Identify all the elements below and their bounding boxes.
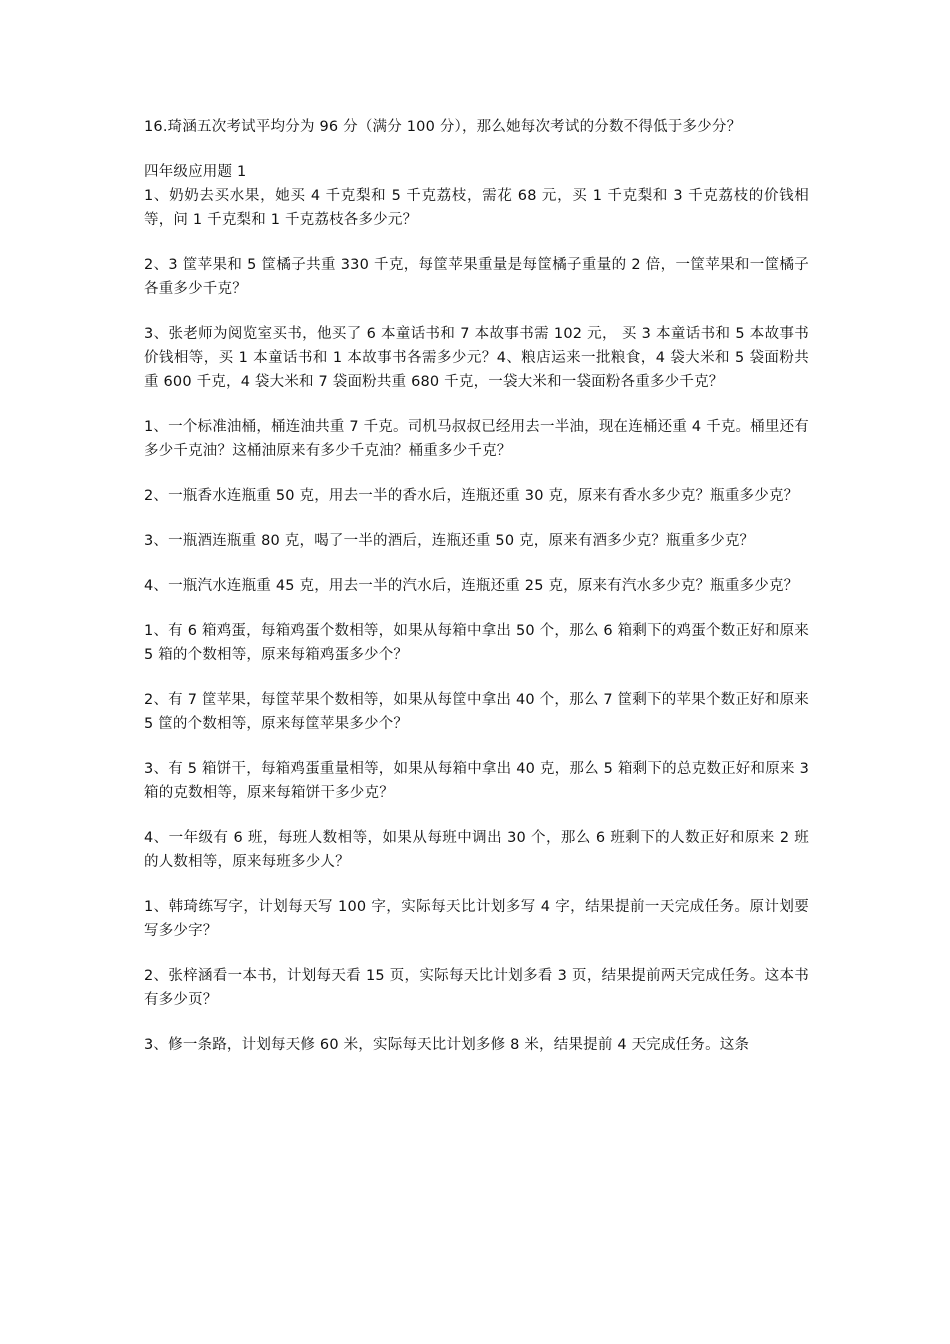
problem-paragraph: 1、奶奶去买水果，她买 4 千克梨和 5 千克荔枝，需花 68 元，买 1 千克梨和 3 千克荔枝的价钱相等，问 1 千克梨和 1 千克荔枝各多少元？ xyxy=(144,188,809,228)
problem-paragraph: 2、一瓶香水连瓶重 50 克，用去一半的香水后，连瓶还重 30 克，原来有香水多少克？瓶重多少克？ xyxy=(144,488,799,504)
problem-paragraph: 1、韩琦练写字，计划每天写 100 字，实际每天比计划多写 4 字，结果提前一天完成任务。原计划要写多少字？ xyxy=(144,899,809,939)
problem-paragraph: 3、一瓶酒连瓶重 80 克，喝了一半的酒后，连瓶还重 50 克，原来有酒多少克？瓶重多少克？ xyxy=(144,533,755,549)
problem-paragraph: 1、一个标准油桶，桶连油共重 7 千克。司机马叔叔已经用去一半油，现在连桶还重 4 千克。桶里还有多少千克油？这桶油原来有多少千克油？桶重多少千克？ xyxy=(144,419,809,459)
problem-paragraph: 4、一年级有 6 班，每班人数相等，如果从每班中调出 30 个，那么 6 班剩下的人数正好和原来 2 班的人数相等，原来每班多少人？ xyxy=(144,830,809,870)
problem-paragraph: 2、有 7 筐苹果，每筐苹果个数相等，如果从每筐中拿出 40 个，那么 7 筐剩下的苹果个数正好和原来 5 筐的个数相等，原来每筐苹果多少个？ xyxy=(144,692,809,732)
intro-problem: 16.琦涵五次考试平均分为 96 分（满分 100 分），那么她每次考试的分数不得低于多少分？ xyxy=(144,119,742,135)
problem-paragraph: 3、张老师为阅览室买书，他买了 6 本童话书和 7 本故事书需 102 元， 买 3 本童话书和 5 本故事书价钱相等，买 1 本童话书和 1 本故事书各需多少元？4、粮店运来一批粮食，4 袋大米和 5 袋面粉共重 600 千克，4 袋大米和 7 袋面粉共重 680 千克，一袋大米和一袋面粉各重多少千克？ xyxy=(144,326,809,390)
document-body xyxy=(144,115,809,1057)
problem-paragraph: 2、张梓涵看一本书，计划每天看 15 页，实际每天比计划多看 3 页，结果提前两天完成任务。这本书有多少页？ xyxy=(144,968,809,1008)
problem-paragraph: 4、一瓶汽水连瓶重 45 克，用去一半的汽水后，连瓶还重 25 克，原来有汽水多少克？瓶重多少克？ xyxy=(144,578,799,594)
problem-paragraph: 3、修一条路，计划每天修 60 米，实际每天比计划多修 8 米，结果提前 4 天完成任务。这条 xyxy=(144,1037,750,1053)
problem-paragraph: 2、3 筐苹果和 5 筐橘子共重 330 千克，每筐苹果重量是每筐橘子重量的 2 倍，一筐苹果和一筐橘子各重多少千克？ xyxy=(144,257,809,297)
problem-paragraph: 1、有 6 箱鸡蛋，每箱鸡蛋个数相等，如果从每箱中拿出 50 个，那么 6 箱剩下的鸡蛋个数正好和原来 5 箱的个数相等，原来每箱鸡蛋多少个？ xyxy=(144,623,809,663)
problem-paragraph: 3、有 5 箱饼干，每箱鸡蛋重量相等，如果从每箱中拿出 40 克，那么 5 箱剩下的总克数正好和原来 3 箱的克数相等，原来每箱饼干多少克？ xyxy=(144,761,809,801)
section-title: 四年级应用题 1 xyxy=(144,164,247,180)
